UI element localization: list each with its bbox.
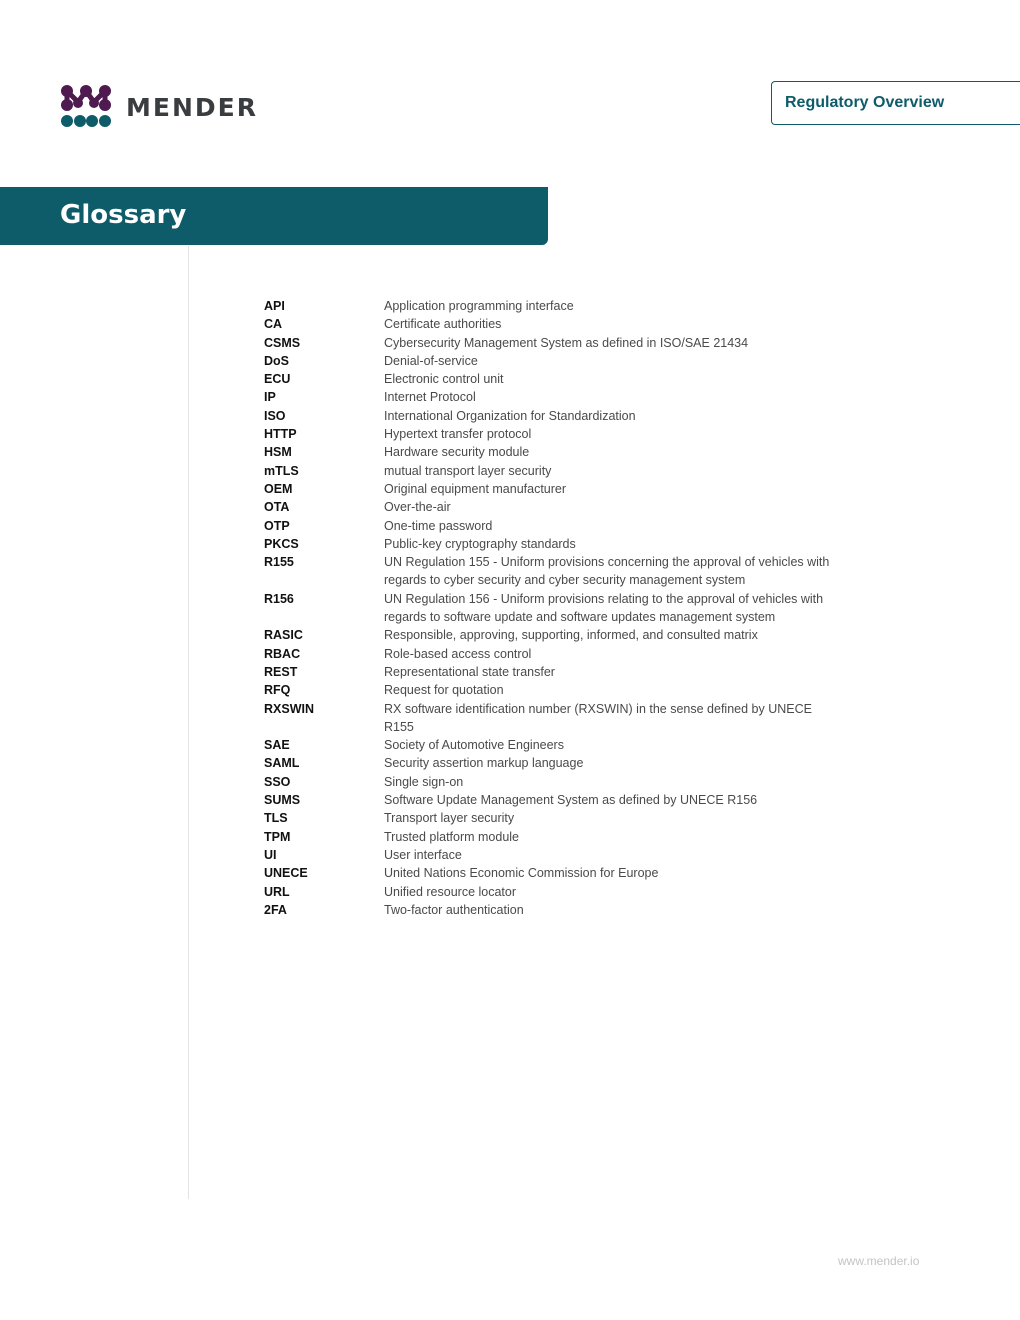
glossary-definition: Single sign-on	[384, 774, 464, 789]
glossary-definition: Hardware security module	[384, 445, 530, 460]
glossary-definition: Role-based access control	[384, 646, 532, 661]
glossary-row	[264, 809, 844, 827]
glossary-definition: UN Regulation 156 - Uniform provisions relating to the approval of vehicles with regards to software update and software updates management system	[384, 591, 824, 625]
glossary-definition: Hypertext transfer protocol	[384, 427, 532, 442]
glossary-row	[264, 645, 844, 663]
glossary-term: CA	[264, 317, 283, 332]
glossary-term: OTA	[264, 500, 290, 515]
glossary-definition: Two-factor authentication	[384, 902, 524, 917]
mender-logo	[60, 84, 258, 130]
glossary-term: SAML	[264, 756, 300, 771]
glossary-definition: Application programming interface	[384, 299, 574, 313]
glossary-term: PKCS	[264, 536, 299, 551]
glossary-term: UI	[264, 847, 277, 862]
document-tag-label: Regulatory Overview	[785, 94, 945, 111]
glossary-definition: Public-key cryptography standards	[384, 536, 576, 551]
glossary-definition: RX software identification number (RXSWIN) in the sense defined by UNECE R155	[384, 701, 812, 734]
glossary-definition: United Nations Economic Commission for Europe	[384, 866, 659, 881]
glossary-definition: Cybersecurity Management System as defined in ISO/SAE 21434	[384, 335, 749, 350]
glossary-term: REST	[264, 664, 298, 679]
glossary-definition: mutual transport layer security	[384, 463, 552, 478]
glossary-row	[264, 754, 844, 772]
glossary-row	[264, 407, 844, 425]
glossary-row	[264, 370, 844, 388]
glossary-definition: Electronic control unit	[384, 372, 504, 387]
glossary-row	[264, 315, 844, 333]
glossary-row	[264, 535, 844, 553]
glossary-term: mTLS	[264, 463, 299, 478]
glossary-term: OEM	[264, 481, 293, 496]
glossary-definition: Request for quotation	[384, 683, 504, 698]
glossary-definition: Security assertion markup language	[384, 756, 584, 771]
glossary-row	[264, 517, 844, 535]
glossary-term: HSM	[264, 445, 292, 460]
glossary-term: ECU	[264, 372, 291, 387]
glossary-definition: User interface	[384, 847, 462, 862]
glossary-definition: Internet Protocol	[384, 390, 476, 405]
glossary-term: R156	[264, 591, 294, 606]
glossary-term: SUMS	[264, 793, 301, 808]
glossary-term: API	[264, 299, 285, 313]
glossary-row	[264, 480, 844, 498]
glossary-term: HTTP	[264, 427, 297, 442]
glossary-definition: International Organization for Standardization	[384, 408, 636, 423]
glossary-row	[264, 681, 844, 699]
mender-logo-icon	[60, 84, 112, 130]
glossary-row	[264, 663, 844, 681]
glossary-definition: One-time password	[384, 518, 493, 533]
glossary-row	[264, 791, 844, 809]
glossary-row	[264, 700, 844, 737]
glossary-term: 2FA	[264, 902, 287, 917]
glossary-row	[264, 425, 844, 443]
glossary-term: RFQ	[264, 683, 291, 698]
margin-rule	[188, 246, 189, 1199]
glossary-term: UNECE	[264, 866, 308, 881]
glossary-term: SAE	[264, 738, 290, 753]
glossary-definition: Responsible, approving, supporting, informed, and consulted matrix	[384, 628, 758, 643]
glossary-definition: Original equipment manufacturer	[384, 481, 567, 496]
glossary-row	[264, 590, 844, 627]
glossary-row	[264, 626, 844, 644]
section-title: Glossary	[60, 200, 187, 230]
glossary-definition: Transport layer security	[384, 811, 515, 826]
glossary-row	[264, 736, 844, 754]
glossary-definition: Unified resource locator	[384, 884, 517, 899]
glossary-definition: Certificate authorities	[384, 317, 502, 332]
glossary-row	[264, 773, 844, 791]
glossary-term: RXSWIN	[264, 701, 314, 716]
glossary-row	[264, 901, 844, 919]
glossary-row	[264, 846, 844, 864]
glossary-row	[264, 334, 844, 352]
glossary-row	[264, 828, 844, 846]
glossary-definition: Society of Automotive Engineers	[384, 738, 564, 753]
brand-name: MENDER	[126, 92, 258, 122]
glossary-row	[264, 462, 844, 480]
document-tag	[771, 81, 1020, 125]
glossary-row	[264, 864, 844, 882]
glossary-term: OTP	[264, 518, 290, 533]
glossary-term: URL	[264, 884, 290, 899]
glossary-definition: Over-the-air	[384, 500, 451, 515]
glossary-term: ISO	[264, 408, 286, 423]
glossary-term: CSMS	[264, 335, 301, 350]
glossary-term: TPM	[264, 829, 291, 844]
glossary-term: RBAC	[264, 646, 301, 661]
glossary-row	[264, 388, 844, 406]
glossary-row	[264, 297, 844, 315]
glossary-row	[264, 352, 844, 370]
glossary-row	[264, 553, 844, 590]
glossary-term: IP	[264, 390, 276, 405]
glossary-definition: Software Update Management System as defined by UNECE R156	[384, 793, 758, 808]
glossary-definition: Denial-of-service	[384, 353, 478, 368]
glossary-definition: UN Regulation 155 - Uniform provisions concerning the approval of vehicles with regards to cyber security and cyber security management system	[384, 555, 830, 588]
footer-url: www.mender.io	[838, 1254, 920, 1268]
glossary-row	[264, 443, 844, 461]
glossary-row	[264, 498, 844, 516]
glossary-term: DoS	[264, 353, 289, 368]
glossary-term: SSO	[264, 774, 291, 789]
glossary-term: R155	[264, 555, 294, 570]
glossary-term: RASIC	[264, 628, 303, 643]
glossary-definition: Representational state transfer	[384, 664, 555, 679]
glossary-term: TLS	[264, 811, 288, 826]
glossary-row	[264, 883, 844, 901]
glossary-list	[264, 297, 844, 919]
glossary-definition: Trusted platform module	[384, 829, 520, 844]
section-banner	[0, 187, 548, 245]
